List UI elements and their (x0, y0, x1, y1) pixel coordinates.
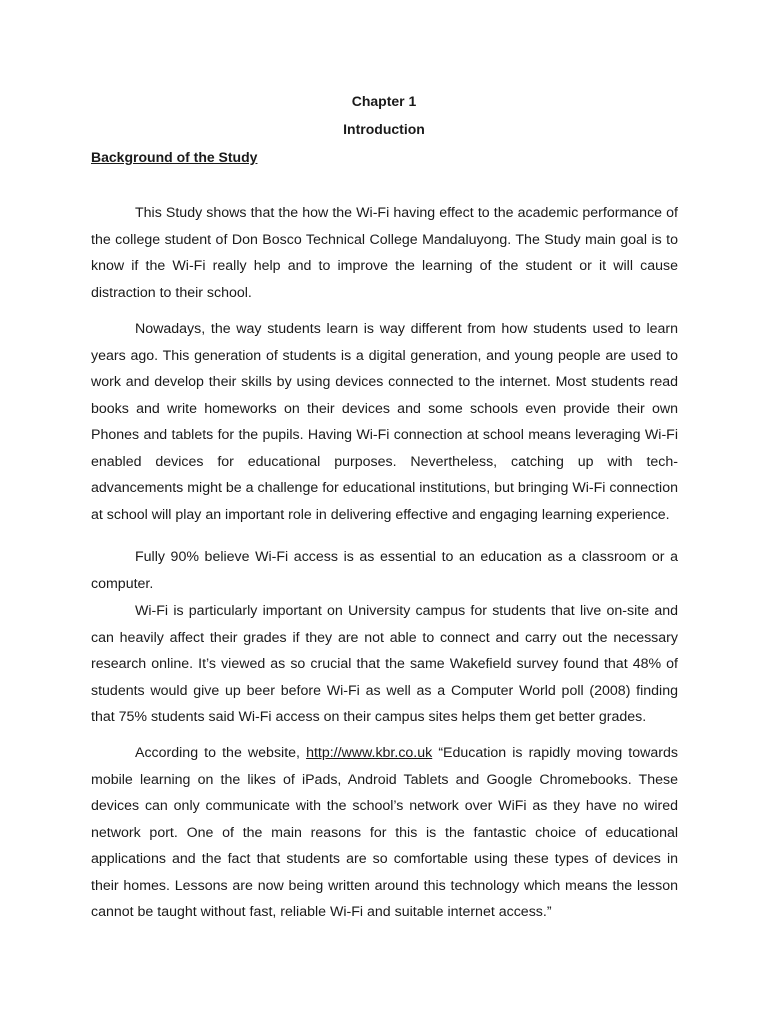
quote-text: “Education is rapidly moving towards mobile learning on the likes of iPads, Android Tablets and Google Chromebooks. These devices can only communicate with the school’s network over WiFi as they have no wired network port. One of the main reasons for this is the fantastic choice of educational applications and the fact that students are so comfortable using these types of devices in their homes. Lessons are now being written around this technology which means the lesson cannot be taught without fast, reliable Wi-Fi and suitable internet access.” (91, 745, 678, 920)
section-heading: Background of the Study (91, 149, 258, 165)
kbr-website-link[interactable]: http://www.kbr.co.uk (306, 745, 433, 761)
paragraph-website-quote (91, 740, 678, 926)
quote-intro-text: According to the website, (135, 745, 307, 761)
paragraph-university-campus: Wi-Fi is particularly important on University campus for students that live on-site and can heavily affect their grades if they are not able to connect and carry out the necessary research online. It’s viewed as so crucial that the same Wakefield survey found that 48% of students would give up beer before Wi-Fi as well as a Computer World poll (2008) finding that 75% students said Wi-Fi access on their campus sites helps them get better grades. (91, 603, 678, 725)
chapter-number: Chapter 1 (351, 93, 417, 109)
paragraph-statistic: Fully 90% believe Wi-Fi access is as essential to an education as a classroom or a computer. (91, 549, 678, 592)
chapter-title: Introduction (343, 121, 425, 137)
paragraph-nowadays: Nowadays, the way students learn is way different from how students used to learn years ago. This generation of students is a digital generation, and young people are used to work and develop their skills by using devices connected to the internet. Most students read books and write homeworks on their devices and some schools even provide their own Phones and tablets for the pupils. Having Wi-Fi connection at school means leveraging Wi-Fi enabled devices for educational purposes. Nevertheless, catching up with tech-advancements might be a challenge for educational institutions, but bringing Wi-Fi connection at school will play an important role in delivering effective and engaging learning experience. (91, 321, 678, 523)
paragraph-purpose: This Study shows that the how the Wi-Fi having effect to the academic performance of the college student of Don Bosco Technical College Mandaluyong. The Study main goal is to know if the Wi-Fi really help and to improve the learning of the student or it will cause distraction to their school. (91, 205, 678, 301)
